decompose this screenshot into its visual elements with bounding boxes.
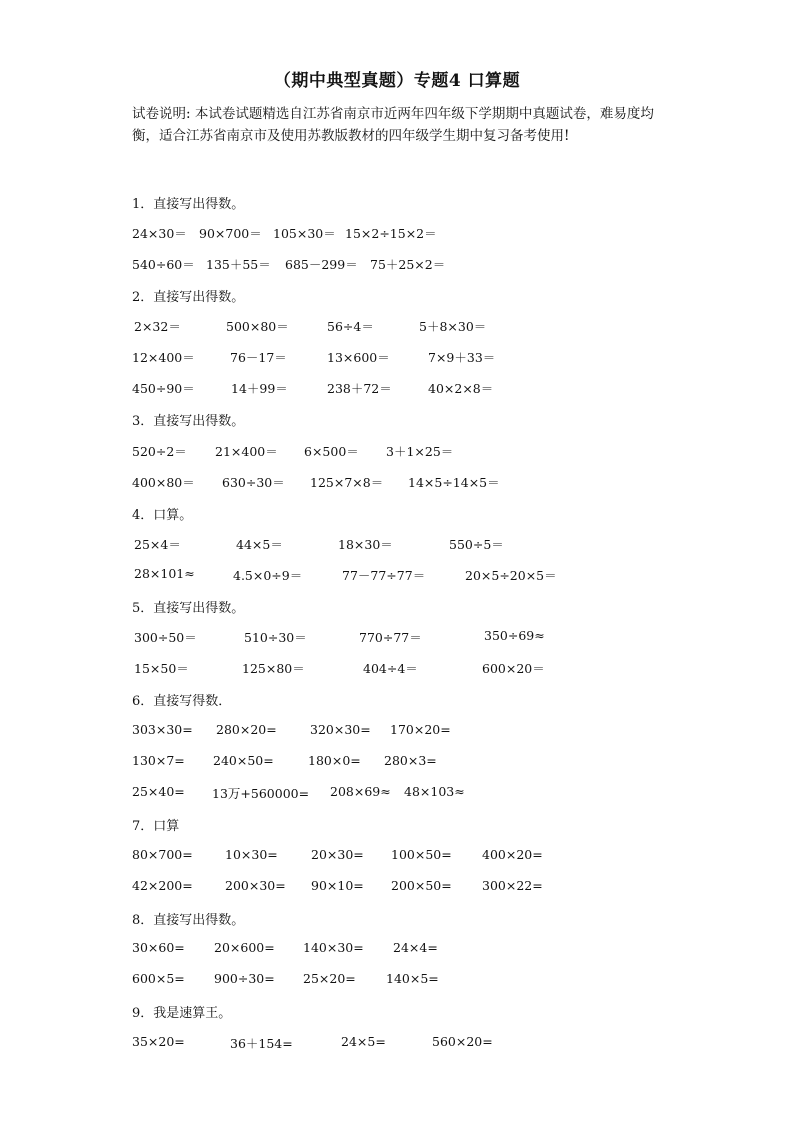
question-4-label: 4．口算。 — [132, 508, 193, 523]
problem: 5＋8×30＝ — [419, 319, 487, 334]
problem: 125×80＝ — [242, 661, 305, 676]
problem: 520÷2＝ — [132, 444, 187, 459]
problem: 510÷30＝ — [244, 630, 307, 645]
problem: 140×5= — [386, 971, 439, 986]
problem: 180×0= — [308, 753, 361, 768]
problem: 400×80＝ — [132, 475, 195, 490]
problem: 280×3= — [384, 753, 437, 768]
problem: 2×32＝ — [134, 319, 181, 334]
problem: 600×20＝ — [482, 661, 545, 676]
problem: 76－17＝ — [230, 350, 287, 365]
problem: 550÷5＝ — [449, 537, 504, 552]
problem: 770÷77＝ — [359, 630, 422, 645]
problem: 200×50= — [391, 878, 452, 893]
problem: 90×700＝ — [199, 226, 262, 241]
problem: 500×80＝ — [226, 319, 289, 334]
problem: 238＋72＝ — [327, 381, 392, 396]
problem: 24×4= — [393, 940, 438, 955]
problem: 24×5= — [341, 1034, 386, 1049]
problem: 6×500＝ — [304, 444, 359, 459]
problem: 13万+560000= — [212, 786, 310, 801]
problem: 4.5×0÷9＝ — [233, 568, 303, 583]
problem: 600×5= — [132, 971, 185, 986]
problem: 900÷30= — [214, 971, 275, 986]
problem: 20×600= — [214, 940, 275, 955]
problem: 36＋154= — [230, 1036, 293, 1051]
exam-intro: 试卷说明: 本试卷试题精选自江苏省南京市近两年四年级下学期期中真题试卷，难易度均衡，适合江苏省南京市及使用苏教版教材的四年级学生期中复习备考使用! — [132, 106, 654, 144]
problem: 12×400＝ — [132, 350, 195, 365]
problem: 18×30＝ — [338, 537, 393, 552]
problem: 10×30= — [225, 847, 278, 862]
problem: 30×60= — [132, 940, 185, 955]
problem: 3＋1×25＝ — [386, 444, 454, 459]
question-1-label: 1．直接写出得数。 — [132, 197, 245, 212]
problem: 303×30= — [132, 722, 193, 737]
problem: 100×50= — [391, 847, 452, 862]
problem: 25×20= — [303, 971, 356, 986]
question-8-label: 8．直接写出得数。 — [132, 913, 245, 928]
problem: 28×101≈ — [134, 566, 195, 581]
problem: 320×30= — [310, 722, 371, 737]
problem: 450÷90＝ — [132, 381, 195, 396]
problem: 630÷30＝ — [222, 475, 285, 490]
problem: 404÷4＝ — [363, 661, 418, 676]
question-5-label: 5．直接写出得数。 — [132, 601, 245, 616]
problem: 21×400＝ — [215, 444, 278, 459]
problem: 300÷50＝ — [134, 630, 197, 645]
question-2-label: 2．直接写出得数。 — [132, 290, 245, 305]
problem: 280×20= — [216, 722, 277, 737]
problem: 685－299＝ — [285, 257, 358, 272]
problem: 42×200= — [132, 878, 193, 893]
problem: 56÷4＝ — [327, 319, 374, 334]
problem: 44×5＝ — [236, 537, 283, 552]
problem: 105×30＝ — [273, 226, 336, 241]
problem: 125×7×8＝ — [310, 475, 384, 490]
problem: 20×30= — [311, 847, 364, 862]
question-3-label: 3．直接写出得数。 — [132, 414, 245, 429]
problem: 200×30= — [225, 878, 286, 893]
problem: 130×7= — [132, 753, 185, 768]
problem: 400×20= — [482, 847, 543, 862]
problem: 80×700= — [132, 847, 193, 862]
problem: 14＋99＝ — [231, 381, 288, 396]
problem: 24×30＝ — [132, 226, 187, 241]
problem: 75＋25×2＝ — [370, 257, 446, 272]
problem: 48×103≈ — [404, 784, 465, 799]
question-9-label: 9．我是速算王。 — [132, 1006, 232, 1021]
problem: 13×600＝ — [327, 350, 390, 365]
problem: 170×20= — [390, 722, 451, 737]
problem: 14×5÷14×5＝ — [408, 475, 500, 490]
question-7-label: 7．口算 — [132, 819, 180, 834]
problem: 350÷69≈ — [484, 628, 545, 643]
page-title: （期中典型真题）专题4 口算题 — [273, 71, 521, 91]
problem: 140×30= — [303, 940, 364, 955]
problem: 35×20= — [132, 1034, 185, 1049]
problem: 135＋55＝ — [206, 257, 271, 272]
problem: 20×5÷20×5＝ — [465, 568, 557, 583]
problem: 7×9＋33＝ — [428, 350, 496, 365]
problem: 25×4＝ — [134, 537, 181, 552]
problem: 208×69≈ — [330, 784, 391, 799]
problem: 560×20= — [432, 1034, 493, 1049]
problem: 240×50= — [213, 753, 274, 768]
problem: 15×2÷15×2＝ — [345, 226, 437, 241]
problem: 40×2×8＝ — [428, 381, 494, 396]
problem: 15×50＝ — [134, 661, 189, 676]
problem: 540÷60＝ — [132, 257, 195, 272]
problem: 300×22= — [482, 878, 543, 893]
problem: 77－77÷77＝ — [342, 568, 426, 583]
problem: 90×10= — [311, 878, 364, 893]
problem: 25×40= — [132, 784, 185, 799]
question-6-label: 6．直接写得数． — [132, 694, 232, 709]
